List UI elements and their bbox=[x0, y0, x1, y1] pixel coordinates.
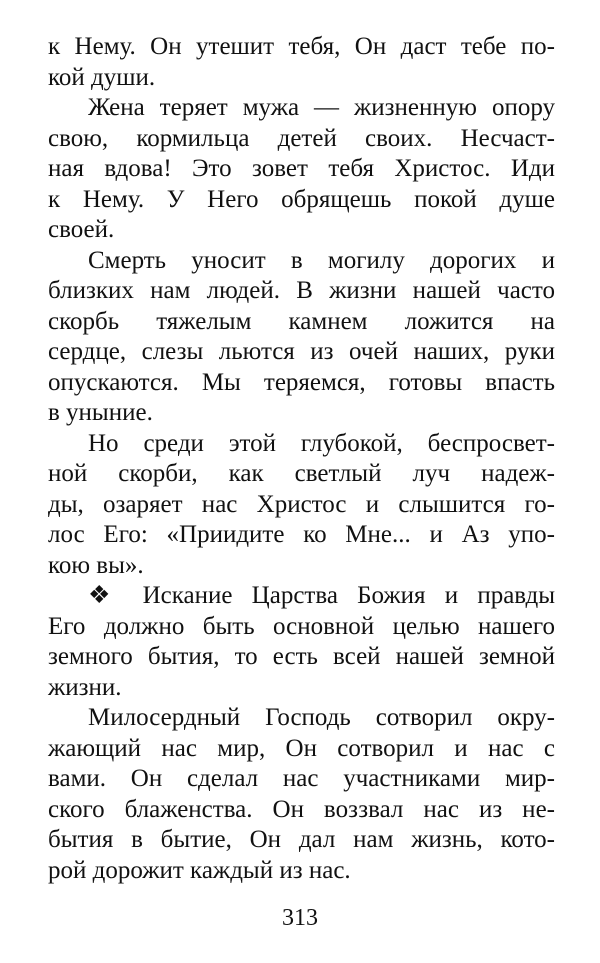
text-line: Жена теряет мужа — жизненную опору bbox=[88, 94, 555, 121]
text-line: сердце, слезы льются из очей наших, руки bbox=[48, 338, 555, 365]
text-line: земного бытия, то есть всей нашей земной bbox=[48, 643, 555, 670]
text-line: жизни. bbox=[48, 673, 122, 701]
text-line: скорбь тяжелым камнем ложится на bbox=[48, 307, 555, 335]
page-body bbox=[48, 32, 555, 886]
text-line: жающий нас мир, Он сотворил и нас с bbox=[48, 734, 555, 762]
text-line: ная вдова! Это зовет тебя Христос. Иди bbox=[48, 155, 555, 182]
text-line: ды, озаряет нас Христос и слышится го- bbox=[48, 490, 555, 518]
text-line: кой души. bbox=[48, 63, 156, 91]
text-line: вами. Он сделал нас участниками мир- bbox=[48, 765, 555, 792]
text-line: опускаются. Мы теряемся, готовы впасть bbox=[48, 368, 555, 396]
text-line: Но среди этой глубокой, беспросвет- bbox=[88, 429, 555, 457]
text-line: к Нему. Он утешит тебя, Он даст тебе по- bbox=[48, 33, 555, 60]
text-line: Смерть уносит в могилу дорогих и bbox=[88, 246, 555, 274]
text-line: в уныние. bbox=[48, 399, 153, 426]
text-line: Милосердный Господь сотворил окру- bbox=[88, 704, 555, 731]
text-line: кою вы». bbox=[48, 551, 144, 579]
text-line: рой дорожит каждый из нас. bbox=[48, 856, 351, 884]
page-number: 313 bbox=[282, 905, 318, 931]
text-line: к Нему. У Него обрящешь покой душе bbox=[48, 185, 555, 213]
text-line: бытия в бытие, Он дал нам жизнь, кото- bbox=[48, 826, 555, 853]
text-line: близких нам людей. В жизни нашей часто bbox=[48, 277, 555, 304]
text-line: Его должно быть основной целью нашего bbox=[48, 612, 555, 640]
text-line: ❖ Искание Царства Божия и правды bbox=[88, 582, 555, 609]
text-line: свою, кормильца детей своих. Несчаст- bbox=[48, 124, 555, 152]
text-line: своей. bbox=[48, 216, 115, 243]
text-line: лос Его: «Приидите ко Мне... и Аз упо- bbox=[48, 521, 555, 548]
text-line: ского блаженства. Он воззвал нас из не- bbox=[48, 795, 555, 823]
text-line: ной скорби, как светлый луч надеж- bbox=[48, 460, 555, 487]
